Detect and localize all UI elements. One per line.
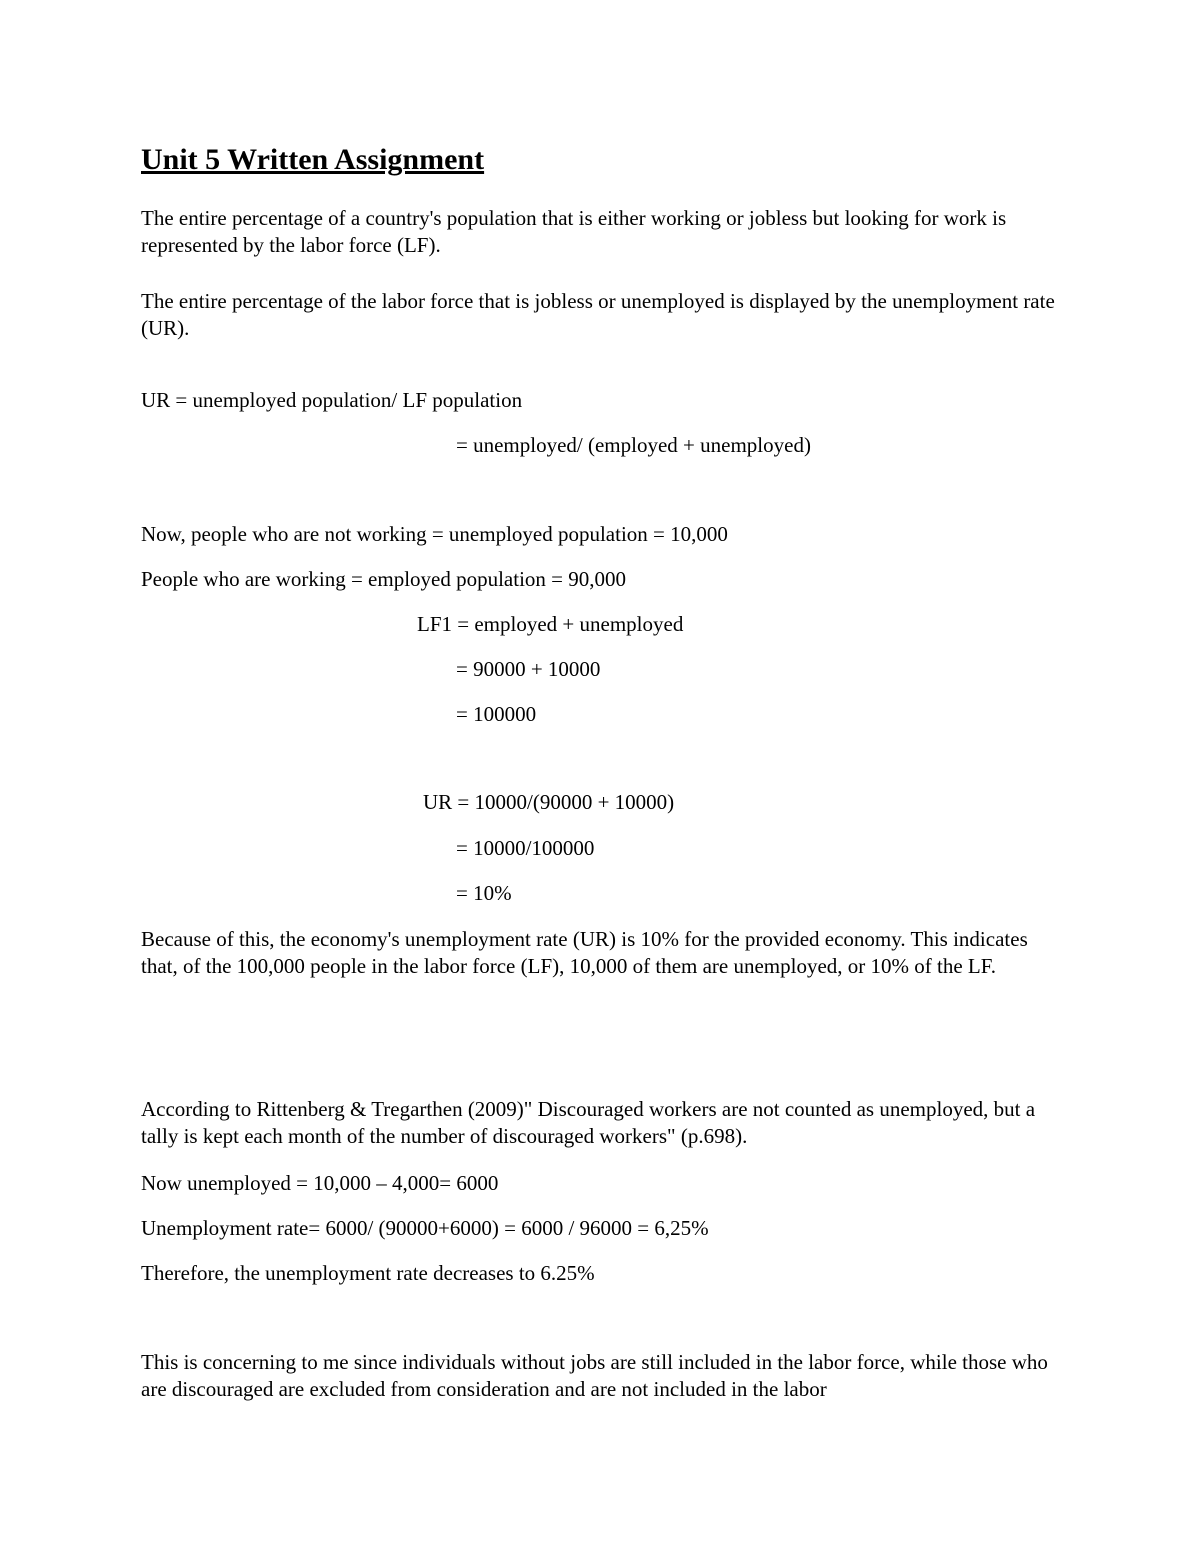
paragraph-concern: This is concerning to me since individuals without jobs are still included in the labor force, while those who are discouraged are excluded from consideration and are not included in the labor [141, 1350, 1048, 1401]
line-unemployment-rate: Unemployment rate= 6000/ (90000+6000) = 6000 / 96000 = 6,25% [141, 1216, 709, 1240]
paragraph-conclusion: Because of this, the economy's unemployment rate (UR) is 10% for the provided economy. This indicates that, of the 100,000 people in the labor force (LF), 10,000 of them are unemployed, or 10% of the LF. [141, 927, 1028, 978]
line-employed-population: People who are working = employed population = 90,000 [141, 567, 627, 591]
paragraph-citation: According to Rittenberg & Tregarthen (2009)" Discouraged workers are not counted as unemployed, but a tally is kept each month of the number of discouraged workers" (p.698). [141, 1097, 1036, 1148]
formula-ur-expanded: = unemployed/ (employed + unemployed) [456, 433, 811, 457]
line-unemployed-population: Now, people who are not working = unemployed population = 10,000 [141, 522, 728, 546]
calc-lf-step-2: = 90000 + 10000 [456, 657, 601, 681]
calc-ur-step-2: = 10000/100000 [456, 836, 595, 860]
calc-lf-step-3: = 100000 [456, 702, 537, 726]
page-title: Unit 5 Written Assignment [141, 143, 485, 176]
line-now-unemployed: Now unemployed = 10,000 – 4,000= 6000 [141, 1171, 499, 1195]
calc-lf-step-1: LF1 = employed + unemployed [417, 612, 684, 636]
paragraph-ur-definition: The entire percentage of the labor force that is jobless or unemployed is displayed by the unemployment rate (UR). [141, 289, 1055, 340]
line-therefore: Therefore, the unemployment rate decreases to 6.25% [141, 1261, 595, 1285]
calc-ur-step-1: UR = 10000/(90000 + 10000) [423, 790, 675, 814]
calc-ur-step-3: = 10% [456, 881, 512, 905]
formula-ur: UR = unemployed population/ LF population [141, 388, 523, 412]
paragraph-lf-definition: The entire percentage of a country's population that is either working or jobless but looking for work is represented by the labor force (LF). [141, 206, 1007, 257]
